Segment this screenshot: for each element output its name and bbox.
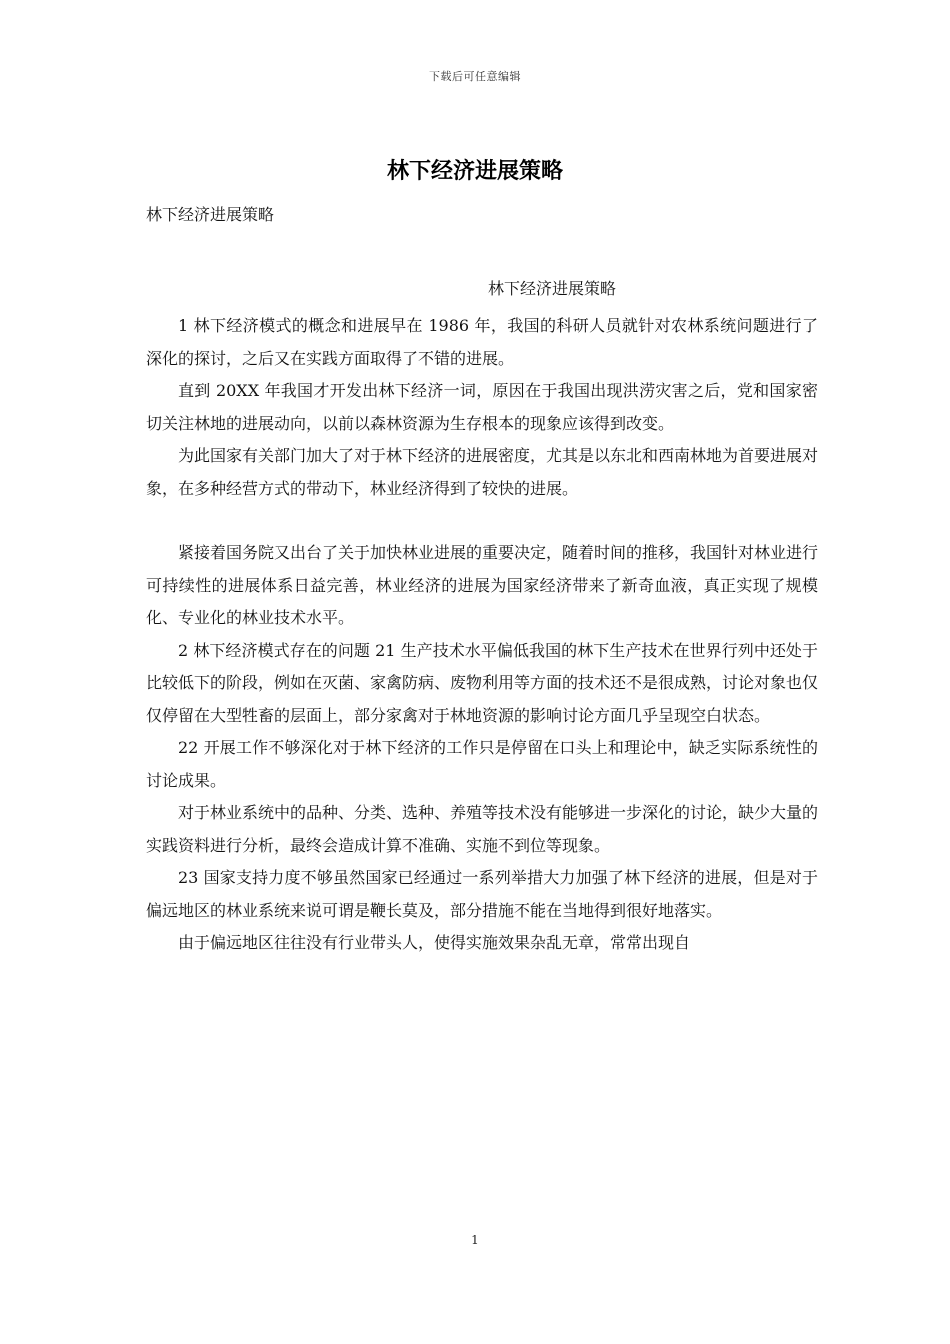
subtitle-center: 林下经济进展策略 bbox=[488, 279, 617, 298]
paragraph: 紧接着国务院又出台了关于加快林业进展的重要决定，随着时间的推移，我国针对林业进行可持续性的进展体系日益完善，林业经济的进展为国家经济带来了新奇血液，真正实现了规模化、专业化的林业技术水平。 bbox=[146, 543, 819, 627]
paragraph: 对于林业系统中的品种、分类、选种、养殖等技术没有能够进一步深化的讨论，缺少大量的实践资料进行分析，最终会造成计算不准确、实施不到位等现象。 bbox=[146, 803, 819, 855]
body-text bbox=[146, 310, 818, 960]
paragraph: 2 林下经济模式存在的问题 21 生产技术水平偏低我国的林下生产技术在世界行列中还处于比较低下的阶段，例如在灭菌、家禽防病、废物利用等方面的技术还不是很成熟，讨论对象也仅仅停留在大型牲畜的层面上，部分家禽对于林地资源的影响讨论方面几乎呈现空白状态。 bbox=[146, 640, 819, 725]
paragraph: 1 林下经济模式的概念和进展早在 1986 年，我国的科研人员就针对农林系统问题进行了深化的探讨，之后又在实践方面取得了不错的进展。 bbox=[146, 316, 818, 368]
paragraph: 由于偏远地区往往没有行业带头人，使得实施效果杂乱无章，常常出现自 bbox=[178, 933, 691, 952]
paragraph: 直到 20XX 年我国才开发出林下经济一词，原因在于我国出现洪涝灾害之后，党和国家密切关注林地的进展动向，以前以森林资源为生存根本的现象应该得到改变。 bbox=[146, 381, 818, 433]
page-number: 1 bbox=[471, 1233, 479, 1247]
paragraph: 为此国家有关部门加大了对于林下经济的进展密度，尤其是以东北和西南林地为首要进展对象，在多种经营方式的带动下，林业经济得到了较快的进展。 bbox=[146, 446, 819, 498]
subtitle-left: 林下经济进展策略 bbox=[146, 205, 275, 224]
paragraph: 22 开展工作不够深化对于林下经济的工作只是停留在口头上和理论中，缺乏实际系统性的讨论成果。 bbox=[146, 738, 818, 790]
document-title: 林下经济进展策略 bbox=[386, 159, 563, 184]
paragraph: 23 国家支持力度不够虽然国家已经通过一系列举措大力加强了林下经济的进展，但是对于偏远地区的林业系统来说可谓是鞭长莫及，部分措施不能在当地得到很好地落实。 bbox=[146, 868, 818, 920]
header-note: 下载后可任意编辑 bbox=[429, 70, 521, 83]
